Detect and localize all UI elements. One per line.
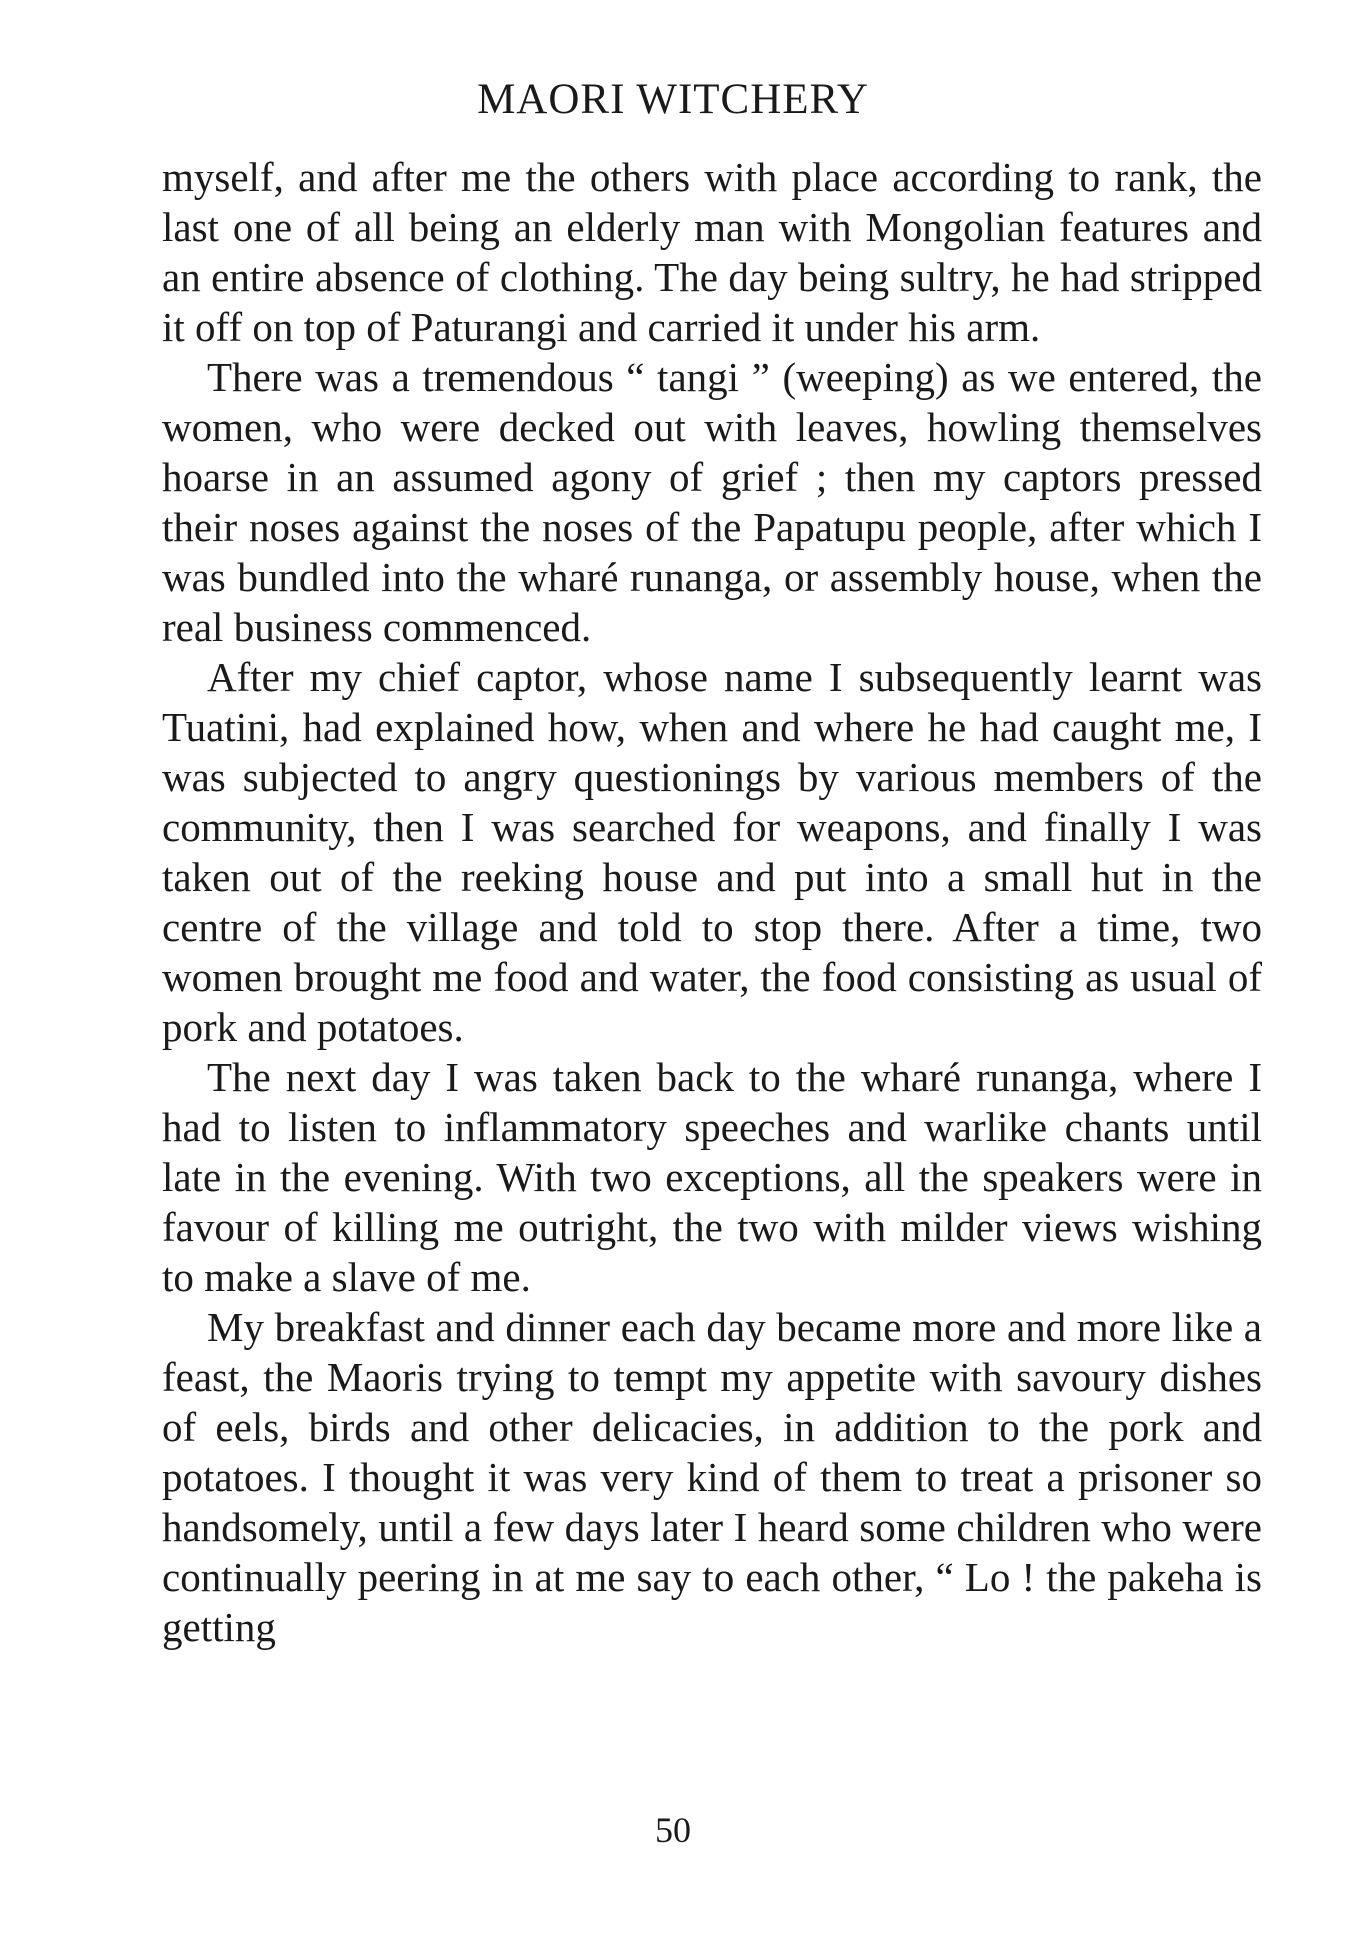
body-text	[162, 152, 1262, 1652]
running-head: MAORI WITCHERY	[477, 76, 869, 123]
paragraph: My breakfast and dinner each day became more and more like a feast, the Maoris trying to tempt my appetite with savoury dishes of eels, birds and other delicacies, in addition to the pork and potatoes. I thought it was very kind of them to treat a prisoner so handsomely, until a few days later I heard some children who were continually peering in at me say to each other, “ Lo ! the pakeha is getting	[162, 1304, 1262, 1650]
paragraph: The next day I was taken back to the wharé runanga, where I had to listen to inflammatory speeches and warlike chants until late in the evening. With two exceptions, all the speakers were in favour of killing me outright, the two with milder views wishing to make a slave of me.	[162, 1054, 1262, 1300]
paragraph: After my chief captor, whose name I subsequently learnt was Tuatini, had explained how, when and where he had caught me, I was subjected to angry questionings by various members of the community, then I was searched for weapons, and finally I was taken out of the reeking house and put into a small hut in the centre of the village and told to stop there. After a time, two women brought me food and water, the food consisting as usual of pork and potatoes.	[162, 654, 1262, 1050]
paragraph-continued: myself, and after me the others with place according to rank, the last one of all being an elderly man with Mongolian features and an entire absence of clothing. The day being sultry, he had stripped it off on top of Paturangi and carried it under his arm.	[162, 154, 1262, 350]
page-number: 50	[655, 1810, 691, 1850]
paragraph: There was a tremendous “ tangi ” (weeping) as we entered, the women, who were decked out with leaves, howling themselves hoarse in an assumed agony of grief ; then my captors pressed their noses against the noses of the Papatupu people, after which I was bundled into the wharé runanga, or assembly house, when the real business commenced.	[162, 354, 1262, 650]
